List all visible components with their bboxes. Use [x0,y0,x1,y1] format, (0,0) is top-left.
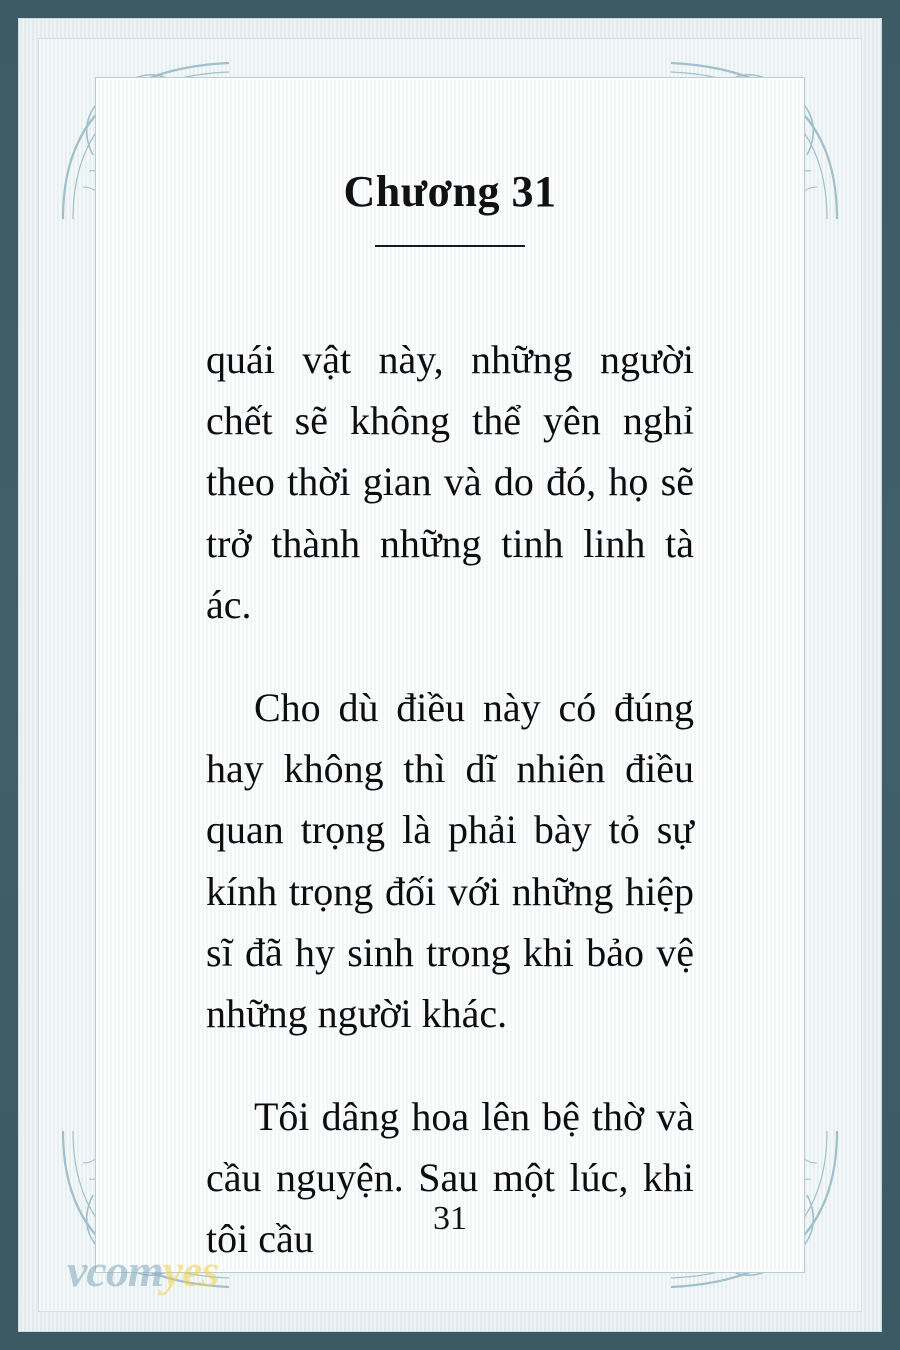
chapter-content [206,158,694,1262]
page-title: Chương 31 [343,167,557,216]
paragraph: Cho dù điều này có đúng hay không thì dĩ nhiên điều quan trọng là phải bày tỏ sự kính trọng đối với những hiệp sĩ đã hy sinh trong khi bảo vệ những người khác. [206,684,694,1036]
chapter-body [206,329,694,1270]
paragraph: Tôi dâng hoa lên bệ thờ và cầu nguyện. Sau một lúc, khi tôi cầu [206,1094,694,1262]
watermark-part-two: yes [162,1245,219,1296]
watermark-part-one: vcom [67,1245,163,1296]
page-number: 31 [433,1200,467,1237]
page-paper-inner-panel [38,38,862,1312]
title-divider [375,245,525,247]
reader-text-panel [95,77,805,1273]
page-paper [18,18,882,1332]
watermark [67,1244,218,1297]
paragraph: quái vật này, những người chết sẽ không thể yên nghỉ theo thời gian và do đó, họ sẽ trở thành những tinh linh tà ác. [206,337,694,627]
